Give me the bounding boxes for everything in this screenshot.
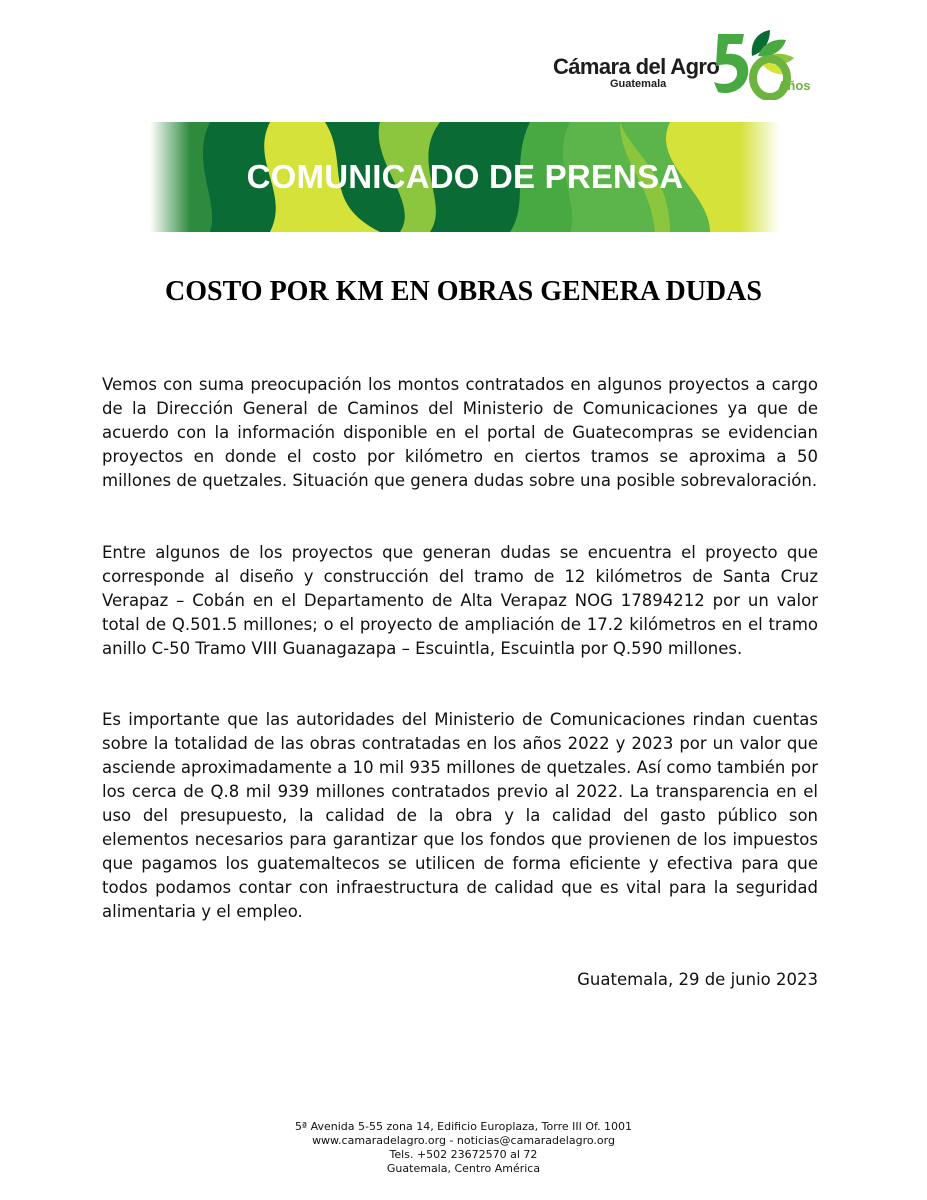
body-paragraph-3: Es importante que las autoridades del Ministerio de Comunicaciones rindan cuentas sobre la totalidad de las obras contratadas en los años 2022 y 2023 por un valor que asciende aproximadamente a 10 mil 935 millones de quetzales. Así como también por los cerca de Q.8 mil 939 millones contratados previo al 2022. La transparencia en el uso del presupuesto, la calidad de la obra y la calidad del gasto público son elementos necesarios para garantizar que los fondos que provienen de los impuestos que pagamos los guatemaltecos se utilicen de forma eficiente y efectiva para que todos podamos contar con infraestructura de calidad que es vital para la seguridad alimentaria y el empleo.: [102, 710, 818, 921]
banner-title: COMUNICADO DE PRENSA: [246, 158, 684, 195]
logo-name: Cámara del Agro: [553, 54, 720, 79]
logo-subtitle: Guatemala: [610, 78, 667, 90]
camara-del-agro-logo: [550, 26, 820, 100]
logo-anos: Años: [778, 78, 811, 93]
footer-phones: Tels. +502 23672570 al 72: [389, 1148, 538, 1161]
press-release-banner: [150, 122, 780, 232]
body-paragraph-1: Vemos con suma preocupación los montos contratados en algunos proyectos a cargo de la Dirección General de Caminos del Ministerio de Comunicaciones ya que de acuerdo con la información disponible en el portal de Guatecompras se evidencian proyectos en donde el costo por kilómetro en ciertos tramos se aproxima a 50 millones de quetzales. Situación que genera dudas sobre una posible sobrevaloración.: [102, 375, 818, 490]
footer-contact: [0, 1120, 927, 1176]
press-release-headline: COSTO POR KM EN OBRAS GENERA DUDAS: [165, 276, 762, 307]
body-paragraph-2: Entre algunos de los proyectos que generan dudas se encuentra el proyecto que corresponde al diseño y construcción del tramo de 12 kilómetros de Santa Cruz Verapaz – Cobán en el Departamento de Alta Verapaz NOG 17894212 por un valor total de Q.501.5 millones; o el proyecto de ampliación de 17.2 kilómetros en el tramo anillo C-50 Tramo VIII Guanagazapa – Escuintla, Escuintla por Q.590 millones.: [102, 543, 818, 658]
footer-location: Guatemala, Centro América: [386, 1162, 541, 1175]
footer-web-email: www.camaradelagro.org - noticias@camaradelagro.org: [312, 1134, 615, 1147]
dateline: Guatemala, 29 de junio 2023: [577, 970, 818, 989]
footer-address: 5ª Avenida 5-55 zona 14, Edificio Europlaza, Torre III Of. 1001: [294, 1120, 633, 1133]
